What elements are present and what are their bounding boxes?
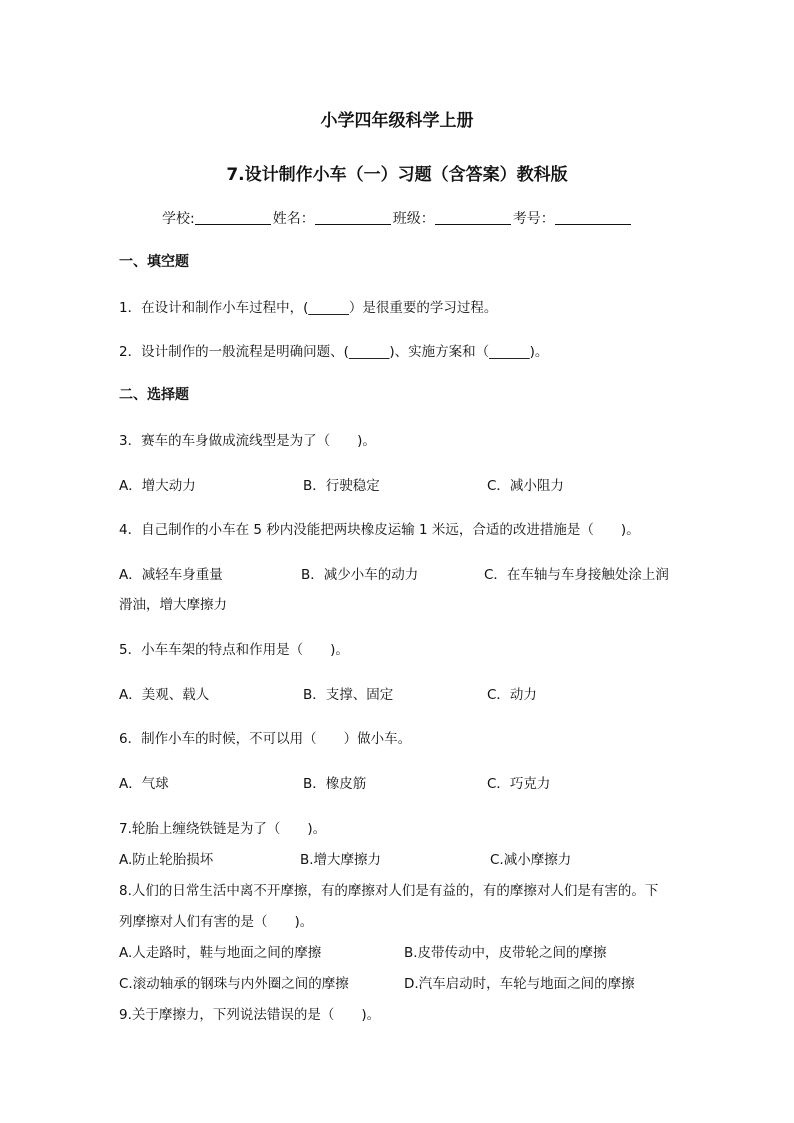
- q6-option-a[interactable]: A．气球: [119, 776, 169, 792]
- question-8-stem: 8.人们的日常生活中离不开摩擦，有的摩擦对人们是有益的，有的摩擦对人们是有害的。下: [119, 883, 659, 899]
- q7-option-a[interactable]: A.防止轮胎损坏: [119, 852, 214, 868]
- q7-option-b[interactable]: B.增大摩擦力: [300, 852, 382, 868]
- q5-option-b[interactable]: B．支撑、固定: [303, 687, 394, 703]
- name-blank[interactable]: [315, 210, 391, 225]
- number-blank[interactable]: [555, 210, 631, 225]
- school-blank[interactable]: [195, 210, 271, 225]
- class-blank[interactable]: [435, 210, 511, 225]
- question-2: 2．设计制作的一般流程是明确问题、(______)、实施方案和（______)。: [119, 344, 549, 360]
- q8-option-d[interactable]: D.汽车启动时，车轮与地面之间的摩擦: [404, 976, 635, 992]
- page-subtitle: 7.设计制作小车（一）习题（含答案）教科版: [226, 165, 568, 185]
- q4-option-a[interactable]: A．减轻车身重量: [119, 567, 223, 583]
- q6-option-c[interactable]: C．巧克力: [487, 776, 551, 792]
- number-label: 考号：: [512, 211, 555, 227]
- question-9-stem: 9.关于摩擦力，下列说法错误的是（ )。: [119, 1007, 381, 1023]
- class-label: 班级：: [392, 211, 435, 227]
- q3-option-a[interactable]: A．增大动力: [119, 478, 196, 494]
- section-fill-heading: 一、填空题: [119, 254, 189, 270]
- question-3-stem: 3．赛车的车身做成流线型是为了（ )。: [119, 433, 376, 449]
- school-label: 学校:: [162, 211, 195, 227]
- question-6-stem: 6．制作小车的时候，不可以用（ ）做小车。: [119, 731, 412, 747]
- question-4-stem: 4．自己制作的小车在 5 秒内没能把两块橡皮运输 1 米远，合适的改进措施是（ )。: [119, 522, 640, 538]
- question-1: 1．在设计和制作小车过程中，(______）是很重要的学习过程。: [119, 300, 498, 316]
- q3-option-c[interactable]: C．减小阻力: [487, 478, 564, 494]
- question-5-stem: 5．小车车架的特点和作用是（ )。: [119, 642, 349, 658]
- question-8-stem-continued: 列摩擦对人们有害的是（ )。: [119, 914, 314, 930]
- name-label: 姓名：: [272, 211, 315, 227]
- q5-option-a[interactable]: A．美观、载人: [119, 687, 210, 703]
- q3-option-b[interactable]: B．行驶稳定: [303, 478, 380, 494]
- q6-option-b[interactable]: B．橡皮筋: [303, 776, 367, 792]
- q7-option-c[interactable]: C.减小摩擦力: [490, 852, 572, 868]
- q8-option-b[interactable]: B.皮带传动中，皮带轮之间的摩擦: [404, 945, 607, 961]
- q5-option-c[interactable]: C．动力: [487, 687, 537, 703]
- page-title: 小学四年级科学上册: [320, 111, 474, 131]
- q8-option-a[interactable]: A.人走路时，鞋与地面之间的摩擦: [119, 945, 322, 961]
- q8-option-c[interactable]: C.滚动轴承的钢珠与内外圈之间的摩擦: [119, 976, 349, 992]
- q4-option-c[interactable]: C．在车轴与车身接触处涂上润: [484, 567, 669, 583]
- q4-option-c-continued: 滑油，增大摩擦力: [119, 597, 227, 613]
- student-info: [162, 208, 633, 228]
- question-7-stem: 7.轮胎上缠绕铁链是为了（ )。: [119, 821, 327, 837]
- section-choice-heading: 二、选择题: [119, 387, 189, 403]
- q4-option-b[interactable]: B．减少小车的动力: [301, 567, 419, 583]
